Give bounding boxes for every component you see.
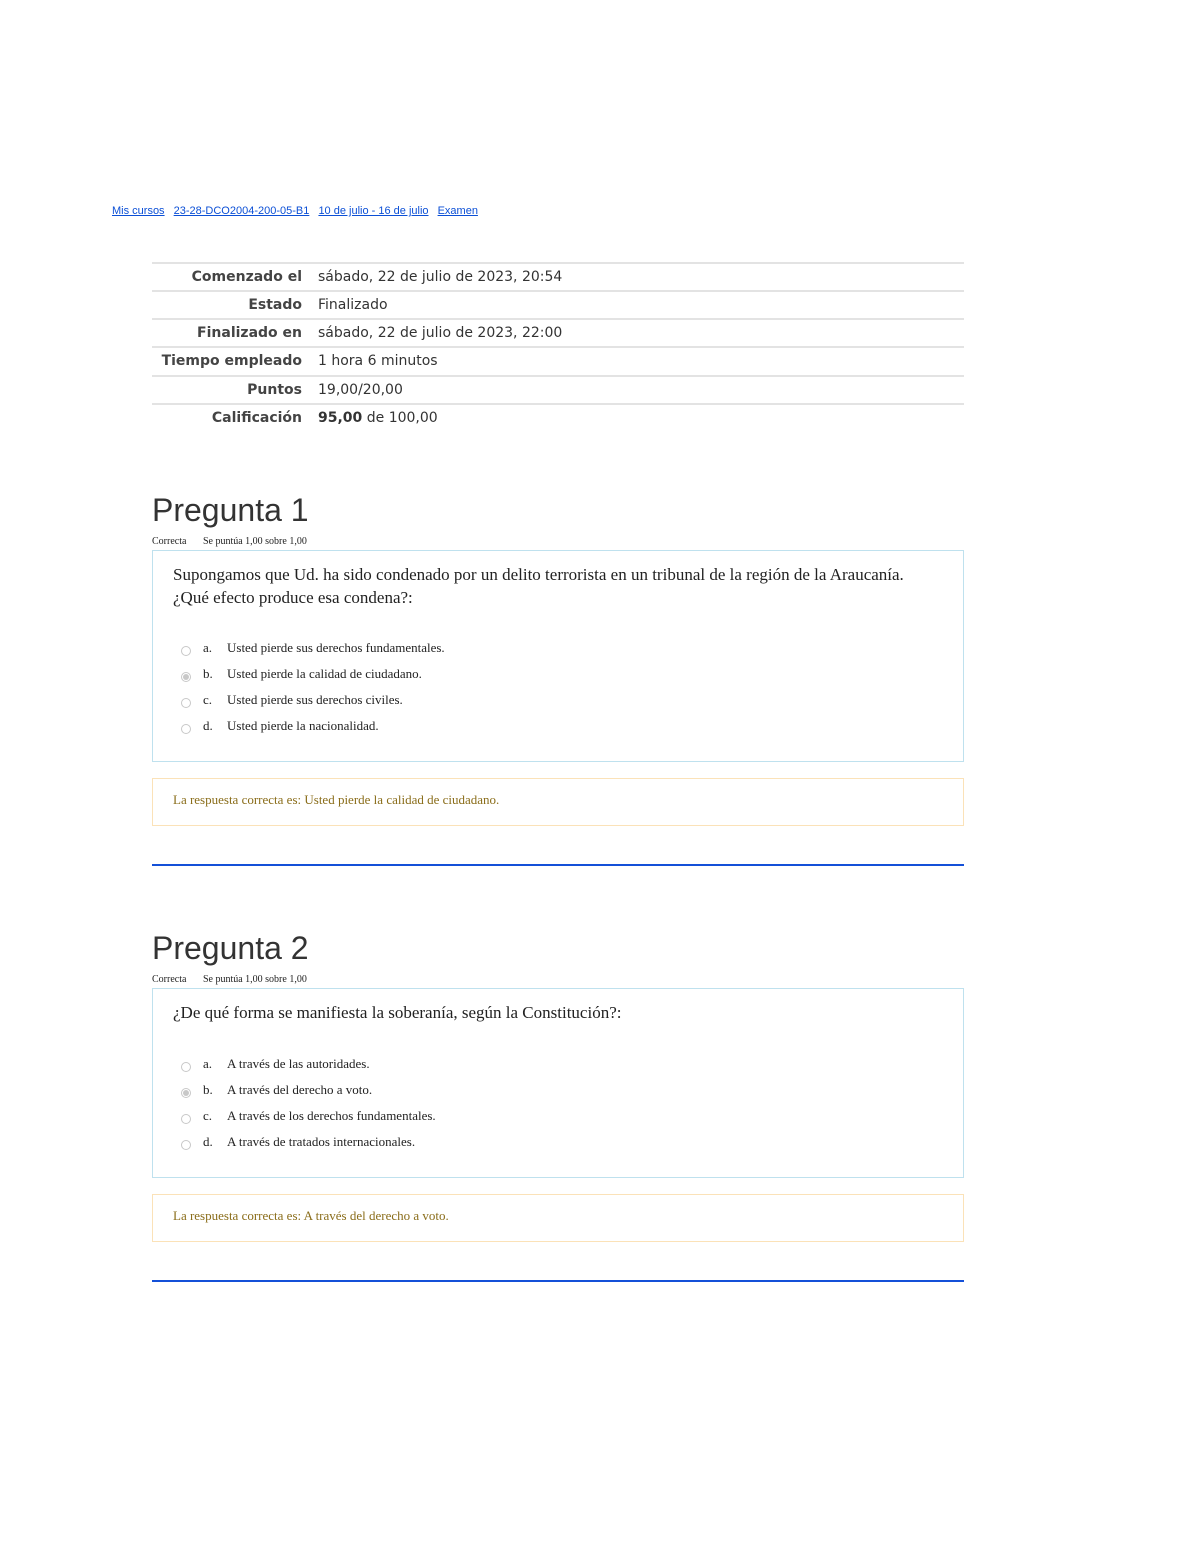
radio-button[interactable] xyxy=(181,1140,191,1150)
answer-option-b[interactable]: b. A través del derecho a voto. xyxy=(181,1077,436,1103)
question-1-title: Pregunta 1 xyxy=(152,492,309,528)
answer-option-a[interactable]: a. A través de las autoridades. xyxy=(181,1051,436,1077)
breadcrumb xyxy=(112,205,484,217)
answer-option-d[interactable]: d. A través de tratados internacionales. xyxy=(181,1129,436,1155)
summary-value: sábado, 22 de julio de 2023, 20:54 xyxy=(318,263,964,291)
summary-label: Puntos xyxy=(152,376,318,404)
radio-button[interactable] xyxy=(181,646,191,656)
radio-button[interactable] xyxy=(181,1062,191,1072)
radio-button-selected[interactable] xyxy=(181,672,191,682)
grade-max: de 100,00 xyxy=(362,410,438,426)
answer-option-b[interactable]: b. Usted pierde la calidad de ciudadano. xyxy=(181,661,445,687)
breadcrumb-week[interactable]: 10 de julio - 16 de julio xyxy=(318,205,429,217)
question-status: Correcta xyxy=(152,974,187,985)
question-2-box xyxy=(152,988,964,1178)
question-2-text: ¿De qué forma se manifiesta la soberanía, según la Constitución?: xyxy=(173,1003,622,1022)
breadcrumb-mis-cursos[interactable]: Mis cursos xyxy=(112,205,165,217)
question-2-feedback xyxy=(152,1194,964,1242)
answer-option-d[interactable]: d. Usted pierde la nacionalidad. xyxy=(181,713,445,739)
question-1-text: Supongamos que Ud. ha sido condenado por un delito terrorista en un tribunal de la región de la Araucanía. ¿Qué efecto produce esa condena?: xyxy=(173,565,904,607)
radio-button-selected[interactable] xyxy=(181,1088,191,1098)
question-1-answers xyxy=(181,635,445,739)
question-divider xyxy=(152,1280,964,1282)
summary-value: 19,00/20,00 xyxy=(318,376,964,404)
question-1-feedback xyxy=(152,778,964,826)
question-score: Se puntúa 1,00 sobre 1,00 xyxy=(202,536,307,547)
radio-button[interactable] xyxy=(181,698,191,708)
answer-option-a[interactable]: a. Usted pierde sus derechos fundamentales. xyxy=(181,635,445,661)
summary-value xyxy=(318,404,964,431)
correct-answer-text: La respuesta correcta es: Usted pierde la calidad de ciudadano. xyxy=(173,792,500,807)
summary-value: Finalizado xyxy=(318,291,964,319)
question-1-box xyxy=(152,550,964,762)
summary-label: Estado xyxy=(152,291,318,319)
summary-row-grade xyxy=(152,404,964,431)
question-divider xyxy=(152,864,964,866)
summary-row-finished xyxy=(152,319,964,347)
grade-value: 95,00 xyxy=(318,410,363,426)
summary-row-state xyxy=(152,291,964,319)
question-2-title: Pregunta 2 xyxy=(152,930,309,966)
summary-value: sábado, 22 de julio de 2023, 22:00 xyxy=(318,319,964,347)
attempt-summary-table xyxy=(152,262,964,431)
question-score: Se puntúa 1,00 sobre 1,00 xyxy=(202,974,307,985)
question-2-info xyxy=(152,974,321,985)
summary-label: Tiempo empleado xyxy=(152,347,318,376)
summary-value: 1 hora 6 minutos xyxy=(318,347,964,376)
radio-button[interactable] xyxy=(181,724,191,734)
summary-label: Calificación xyxy=(152,404,318,431)
answer-option-c[interactable]: c. Usted pierde sus derechos civiles. xyxy=(181,687,445,713)
breadcrumb-course[interactable]: 23-28-DCO2004-200-05-B1 xyxy=(173,205,310,217)
summary-label: Finalizado en xyxy=(152,319,318,347)
summary-row-started xyxy=(152,263,964,291)
summary-row-time-taken xyxy=(152,347,964,376)
correct-answer-text: La respuesta correcta es: A través del derecho a voto. xyxy=(173,1208,449,1223)
question-1-info xyxy=(152,536,321,547)
summary-row-points xyxy=(152,376,964,404)
question-2-answers xyxy=(181,1051,436,1155)
breadcrumb-examen[interactable]: Examen xyxy=(437,205,478,217)
question-status: Correcta xyxy=(152,536,187,547)
answer-option-c[interactable]: c. A través de los derechos fundamentales. xyxy=(181,1103,436,1129)
radio-button[interactable] xyxy=(181,1114,191,1124)
summary-label: Comenzado el xyxy=(152,263,318,291)
